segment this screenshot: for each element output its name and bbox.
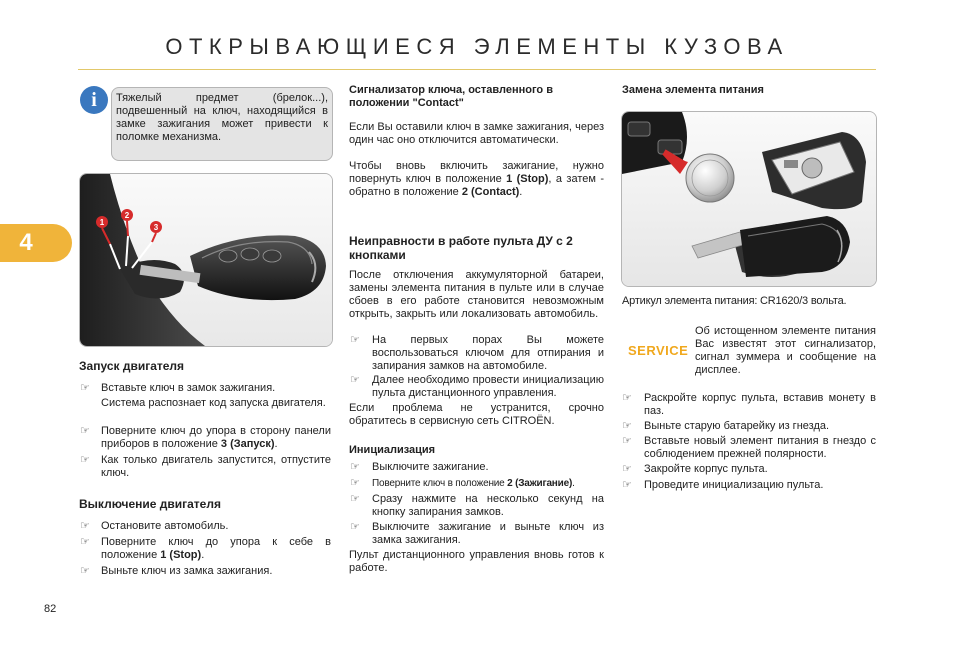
init-step-4: Выключите зажигание и выньте ключ из замка зажигания.	[372, 521, 604, 546]
initialization-heading: Инициализация	[349, 444, 436, 456]
service-warning-icon: SERVICE	[628, 343, 689, 358]
service-warning-text: Об истощенном элементе питания Вас известят этот сигнализатор, сигнал зуммера и сообщение на дисплее.	[695, 325, 876, 376]
bullet-icon: ☞	[350, 334, 360, 346]
battery-step-4: Закройте корпус пульта.	[644, 463, 768, 475]
battery-replacement-illustration	[622, 112, 876, 286]
info-icon: i	[80, 86, 108, 114]
page-number: 82	[44, 603, 57, 615]
title-divider	[78, 69, 876, 70]
battery-step-3: Вставьте новый элемент питания в гнездо с соблюдением прежней полярности.	[644, 435, 876, 460]
bullet-icon: ☞	[80, 454, 90, 466]
bullet-icon: ☞	[622, 392, 632, 404]
init-step-2: Поверните ключ в положение 2 (Зажигание).	[372, 478, 575, 489]
battery-replacement-figure	[621, 111, 877, 287]
remote-fault-item-2: Далее необходимо провести инициализацию пульта дистанционного управления.	[372, 374, 604, 399]
svg-text:2: 2	[124, 211, 130, 220]
start-step-3: Как только двигатель запустится, отпустите ключ.	[101, 454, 331, 479]
key-alarm-text-1: Если Вы оставили ключ в замке зажигания, через один час оно отключится автоматически.	[349, 121, 604, 146]
battery-replacement-heading: Замена элемента питания	[622, 84, 764, 96]
key-alarm-heading: Сигнализатор ключа, оставленного в положении "Contact"	[349, 84, 553, 109]
bullet-icon: ☞	[80, 565, 90, 577]
bullet-icon: ☞	[622, 420, 632, 432]
svg-text:3: 3	[153, 223, 159, 232]
bullet-icon: ☞	[350, 374, 360, 386]
init-step-3: Сразу нажмите на несколько секунд на кнопку запирания замков.	[372, 493, 604, 518]
bullet-icon: ☞	[350, 493, 360, 505]
engine-start-heading: Запуск двигателя	[79, 359, 185, 373]
bullet-icon: ☞	[350, 477, 360, 489]
bullet-icon: ☞	[350, 461, 360, 473]
stop-step-2: Поверните ключ до упора к себе в положение 1 (Stop).	[101, 536, 331, 561]
battery-step-5: Проведите инициализацию пульта.	[644, 479, 824, 491]
bullet-icon: ☞	[622, 435, 632, 447]
svg-text:1: 1	[99, 218, 105, 227]
start-step-2: Поверните ключ до упора в сторону панели приборов в положение 3 (Запуск).	[101, 425, 331, 450]
battery-caption: Артикул элемента питания: CR1620/3 вольта.	[622, 295, 847, 307]
init-step-1: Выключите зажигание.	[372, 461, 489, 473]
bullet-icon: ☞	[80, 425, 90, 437]
battery-step-1: Раскройте корпус пульта, вставив монету в паз.	[644, 392, 876, 417]
battery-step-2: Выньте старую батарейку из гнезда.	[644, 420, 830, 432]
ignition-key-figure	[79, 173, 333, 347]
bullet-icon: ☞	[80, 382, 90, 394]
bullet-icon: ☞	[622, 479, 632, 491]
ignition-key-illustration	[80, 174, 332, 346]
chapter-number: 4	[19, 229, 33, 256]
bullet-icon: ☞	[622, 463, 632, 475]
bullet-icon: ☞	[350, 521, 360, 533]
page-title: ОТКРЫВАЮЩИЕСЯ ЭЛЕМЕНТЫ КУЗОВА	[165, 34, 789, 59]
start-step-1: Вставьте ключ в замок зажигания.	[101, 382, 276, 394]
start-step-note: Система распознает код запуска двигателя.	[101, 397, 326, 409]
stop-step-1: Остановите автомобиль.	[101, 520, 229, 532]
bullet-icon: ☞	[80, 520, 90, 532]
remote-fault-service-text: Если проблема не устранится, срочно обратитесь в сервисную сеть CITROËN.	[349, 402, 604, 427]
engine-stop-heading: Выключение двигателя	[79, 497, 221, 511]
remote-fault-item-1: На первых порах Вы можете воспользоваться ключом для отпирания и запирания замков на автомобиле.	[372, 334, 604, 372]
stop-step-3: Выньте ключ из замка зажигания.	[101, 565, 273, 577]
key-alarm-text-2: Чтобы вновь включить зажигание, нужно повернуть ключ в положение 1 (Stop), а затем - обратно в положение 2 (Contact).	[349, 160, 604, 198]
info-note-text: Тяжелый предмет (брелок...), подвешенный на ключ, находящийся в замке зажигания может привести к поломке механизма.	[116, 92, 328, 143]
bullet-icon: ☞	[80, 536, 90, 548]
remote-fault-text: После отключения аккумуляторной батареи, замены элемента питания в пульте или в случае сбоев в его работе становится невозможным открыть, закрыть или локализовать автомобиль.	[349, 269, 604, 320]
remote-fault-heading: Неиправности в работе пульта ДУ с 2 кнопками	[349, 234, 573, 262]
init-final-text: Пульт дистанционного управления вновь готов к работе.	[349, 549, 604, 574]
